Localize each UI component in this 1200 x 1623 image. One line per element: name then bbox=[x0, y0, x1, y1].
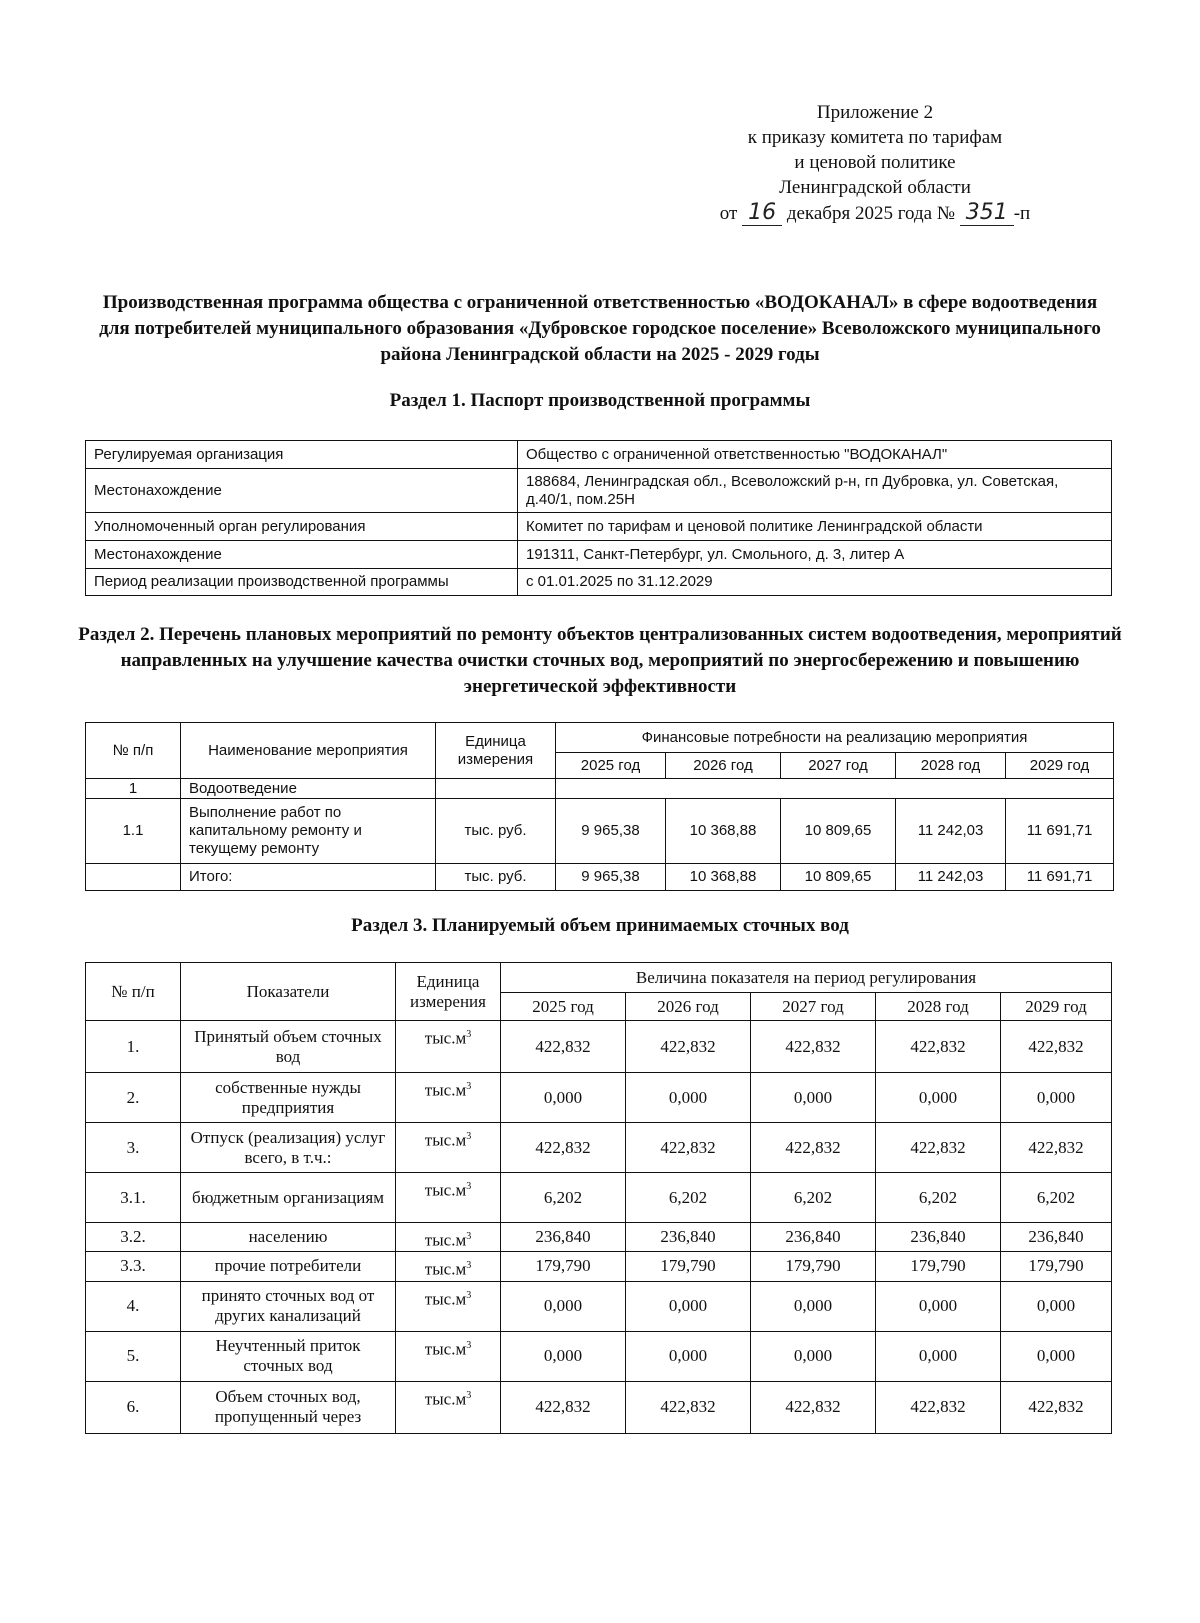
value-cell: 10 368,88 bbox=[666, 799, 781, 864]
value-cell: 422,832 bbox=[876, 1021, 1001, 1073]
value-cell: 422,832 bbox=[626, 1021, 751, 1073]
value-cell: 6,202 bbox=[1001, 1173, 1112, 1223]
value-cell: 0,000 bbox=[501, 1331, 626, 1381]
header-line: Ленинградской области bbox=[779, 177, 971, 198]
row-unit bbox=[396, 1281, 501, 1331]
table-row bbox=[86, 1123, 1112, 1173]
year-header: 2029 год bbox=[1006, 753, 1114, 779]
row-num: 3.3. bbox=[86, 1251, 181, 1281]
table-row bbox=[86, 779, 1114, 799]
row-name: Отпуск (реализация) услуг всего, в т.ч.: bbox=[181, 1123, 396, 1173]
unit-superscript: 3 bbox=[466, 1081, 472, 1092]
value-cell: 0,000 bbox=[876, 1281, 1001, 1331]
unit-text: тыс.м bbox=[424, 1180, 467, 1200]
table-row bbox=[86, 1073, 1112, 1123]
value-cell: 236,840 bbox=[501, 1223, 626, 1252]
row-unit bbox=[396, 1381, 501, 1433]
year-header: 2029 год bbox=[1001, 993, 1112, 1021]
row-unit: тыс. руб. bbox=[436, 799, 556, 864]
row-label: Уполномоченный орган регулирования bbox=[86, 513, 518, 541]
unit-superscript: 3 bbox=[466, 1181, 472, 1192]
value-cell: 422,832 bbox=[751, 1381, 876, 1433]
row-label: Местонахождение bbox=[86, 469, 518, 513]
prefix: от bbox=[719, 203, 738, 224]
document-title: Производственная программа общества с ограниченной ответственностью «ВОДОКАНАЛ» в сфере водоотведения для потребителей муниципального образования «Дубровское городское поселение» Всеволожского муниципального района Ленинградской области на 2025 - 2029 годы bbox=[99, 292, 1101, 365]
value-cell: 0,000 bbox=[501, 1073, 626, 1123]
passport-row bbox=[86, 513, 1112, 541]
row-name: Объем сточных вод, пропущенный через bbox=[181, 1381, 396, 1433]
value-cell: 422,832 bbox=[876, 1381, 1001, 1433]
section2-heading: Раздел 2. Перечень плановых мероприятий по ремонту объектов централизованных систем водоотведения, мероприятий направленных на улучшение качества очистки сточных вод, мероприятий по энергосбережению и повышению энергетической эффективности bbox=[78, 624, 1122, 697]
unit-superscript: 3 bbox=[466, 1231, 472, 1242]
row-unit bbox=[396, 1173, 501, 1223]
value-cell: 179,790 bbox=[751, 1251, 876, 1281]
value-cell: 11 242,03 bbox=[896, 799, 1006, 864]
table-row bbox=[86, 1331, 1112, 1381]
row-name: принято сточных вод от других канализаций bbox=[181, 1281, 396, 1331]
row-unit: тыс. руб. bbox=[436, 864, 556, 891]
table-row bbox=[86, 1173, 1112, 1223]
row-name: Водоотведение bbox=[181, 779, 436, 799]
col-unit-header: Единица измерения bbox=[396, 963, 501, 1021]
table-row bbox=[86, 1251, 1112, 1281]
row-label: Местонахождение bbox=[86, 541, 518, 569]
unit-superscript: 3 bbox=[466, 1131, 472, 1142]
value-cell: 422,832 bbox=[501, 1381, 626, 1433]
row-name: собственные нужды предприятия bbox=[181, 1073, 396, 1123]
row-value: с 01.01.2025 по 31.12.2029 bbox=[518, 569, 1112, 596]
unit-text: тыс.м bbox=[424, 1130, 467, 1150]
row-name: бюджетным организациям bbox=[181, 1173, 396, 1223]
unit-text: тыс.м bbox=[424, 1028, 467, 1048]
row-num: 3.2. bbox=[86, 1223, 181, 1252]
date-text: декабря 2025 года № bbox=[786, 203, 955, 224]
col-fin-header: Финансовые потребности на реализацию мероприятия bbox=[556, 723, 1114, 753]
value-cell: 236,840 bbox=[1001, 1223, 1112, 1252]
appendix-header bbox=[640, 100, 1110, 226]
row-num: 3. bbox=[86, 1123, 181, 1173]
passport-row bbox=[86, 441, 1112, 469]
unit-text: тыс.м bbox=[424, 1230, 467, 1250]
row-num: 4. bbox=[86, 1281, 181, 1331]
row-label: Регулируемая организация bbox=[86, 441, 518, 469]
row-unit bbox=[396, 1223, 501, 1252]
value-cell: 9 965,38 bbox=[556, 864, 666, 891]
value-cell: 11 691,71 bbox=[1006, 799, 1114, 864]
header-line: Приложение 2 bbox=[816, 102, 934, 123]
value-cell: 0,000 bbox=[751, 1073, 876, 1123]
row-name: Итого: bbox=[181, 864, 436, 891]
row-value: 191311, Санкт-Петербург, ул. Смольного, д. 3, литер А bbox=[518, 541, 1112, 569]
row-unit bbox=[396, 1021, 501, 1073]
row-unit bbox=[396, 1123, 501, 1173]
row-unit bbox=[396, 1251, 501, 1281]
value-cell: 422,832 bbox=[876, 1123, 1001, 1173]
row-num bbox=[86, 864, 181, 891]
col-unit-header: Единица измерения bbox=[436, 723, 556, 779]
handwritten-day: 16 bbox=[742, 200, 782, 226]
value-cell: 236,840 bbox=[876, 1223, 1001, 1252]
year-header: 2028 год bbox=[876, 993, 1001, 1021]
value-cell: 0,000 bbox=[751, 1331, 876, 1381]
value-cell: 422,832 bbox=[501, 1021, 626, 1073]
volume-table bbox=[85, 962, 1112, 1434]
value-cell: 179,790 bbox=[1001, 1251, 1112, 1281]
table-row bbox=[86, 1223, 1112, 1252]
section3-heading: Раздел 3. Планируемый объем принимаемых сточных вод bbox=[351, 915, 849, 936]
value-cell: 0,000 bbox=[1001, 1073, 1112, 1123]
value-cell: 422,832 bbox=[501, 1123, 626, 1173]
value-cell: 179,790 bbox=[626, 1251, 751, 1281]
value-cell: 236,840 bbox=[626, 1223, 751, 1252]
table-row bbox=[86, 864, 1114, 891]
year-header: 2027 год bbox=[751, 993, 876, 1021]
value-cell: 11 691,71 bbox=[1006, 864, 1114, 891]
value-cell: 422,832 bbox=[626, 1123, 751, 1173]
row-name: Неучтенный приток сточных вод bbox=[181, 1331, 396, 1381]
suffix: -п bbox=[1013, 203, 1031, 224]
table-row bbox=[86, 1381, 1112, 1433]
row-unit bbox=[396, 1073, 501, 1123]
value-cell: 0,000 bbox=[876, 1073, 1001, 1123]
value-cell: 0,000 bbox=[1001, 1331, 1112, 1381]
unit-superscript: 3 bbox=[466, 1259, 472, 1271]
row-value: 188684, Ленинградская обл., Всеволожский р-н, гп Дубровка, ул. Советская, д.40/1, пом.25Н bbox=[518, 469, 1112, 513]
value-cell: 11 242,03 bbox=[896, 864, 1006, 891]
row-num: 3.1. bbox=[86, 1173, 181, 1223]
activities-table bbox=[85, 722, 1114, 891]
value-cell: 422,832 bbox=[1001, 1123, 1112, 1173]
header-line: к приказу комитета по тарифам bbox=[747, 127, 1003, 148]
unit-text: тыс.м bbox=[424, 1389, 467, 1409]
empty-values bbox=[556, 779, 1114, 799]
passport-row bbox=[86, 569, 1112, 596]
value-cell: 0,000 bbox=[626, 1073, 751, 1123]
year-header: 2026 год bbox=[626, 993, 751, 1021]
value-cell: 0,000 bbox=[876, 1331, 1001, 1381]
value-cell: 422,832 bbox=[1001, 1021, 1112, 1073]
year-header: 2027 год bbox=[781, 753, 896, 779]
header-line: и ценовой политике bbox=[794, 152, 956, 173]
col-name-header: Показатели bbox=[181, 963, 396, 1021]
row-unit bbox=[396, 1331, 501, 1381]
value-cell: 422,832 bbox=[1001, 1381, 1112, 1433]
value-cell: 10 368,88 bbox=[666, 864, 781, 891]
row-value: Общество с ограниченной ответственностью "ВОДОКАНАЛ" bbox=[518, 441, 1112, 469]
passport-row bbox=[86, 469, 1112, 513]
value-cell: 6,202 bbox=[876, 1173, 1001, 1223]
table-row bbox=[86, 1281, 1112, 1331]
unit-text: тыс.м bbox=[424, 1259, 467, 1279]
value-cell: 0,000 bbox=[626, 1281, 751, 1331]
row-num: 1 bbox=[86, 779, 181, 799]
value-cell: 0,000 bbox=[751, 1281, 876, 1331]
year-header: 2025 год bbox=[556, 753, 666, 779]
unit-text: тыс.м bbox=[424, 1289, 467, 1309]
value-cell: 236,840 bbox=[751, 1223, 876, 1252]
row-num: 6. bbox=[86, 1381, 181, 1433]
value-cell: 0,000 bbox=[501, 1281, 626, 1331]
row-value: Комитет по тарифам и ценовой политике Ленинградской области bbox=[518, 513, 1112, 541]
value-cell: 422,832 bbox=[751, 1123, 876, 1173]
year-header: 2025 год bbox=[501, 993, 626, 1021]
unit-superscript: 3 bbox=[466, 1339, 472, 1351]
table-row bbox=[86, 1021, 1112, 1073]
col-num-header: № п/п bbox=[86, 723, 181, 779]
row-label: Период реализации производственной программы bbox=[86, 569, 518, 596]
value-cell: 6,202 bbox=[501, 1173, 626, 1223]
col-name-header: Наименование мероприятия bbox=[181, 723, 436, 779]
row-name: прочие потребители bbox=[181, 1251, 396, 1281]
passport-table bbox=[85, 440, 1112, 596]
value-cell: 10 809,65 bbox=[781, 799, 896, 864]
row-num: 1.1 bbox=[86, 799, 181, 864]
year-header: 2028 год bbox=[896, 753, 1006, 779]
unit-text: тыс.м bbox=[424, 1080, 467, 1100]
value-cell: 6,202 bbox=[626, 1173, 751, 1223]
row-num: 1. bbox=[86, 1021, 181, 1073]
value-cell: 9 965,38 bbox=[556, 799, 666, 864]
col-val-header: Величина показателя на период регулирования bbox=[501, 963, 1112, 993]
value-cell: 422,832 bbox=[626, 1381, 751, 1433]
row-num: 2. bbox=[86, 1073, 181, 1123]
value-cell: 6,202 bbox=[751, 1173, 876, 1223]
value-cell: 0,000 bbox=[1001, 1281, 1112, 1331]
section1-heading: Раздел 1. Паспорт производственной программы bbox=[389, 390, 811, 411]
value-cell: 0,000 bbox=[626, 1331, 751, 1381]
unit-superscript: 3 bbox=[466, 1289, 472, 1301]
row-name: населению bbox=[181, 1223, 396, 1252]
value-cell: 10 809,65 bbox=[781, 864, 896, 891]
value-cell: 179,790 bbox=[501, 1251, 626, 1281]
row-name: Выполнение работ по капитальному ремонту и текущему ремонту bbox=[181, 799, 436, 864]
row-unit bbox=[436, 779, 556, 799]
year-header: 2026 год bbox=[666, 753, 781, 779]
value-cell: 422,832 bbox=[751, 1021, 876, 1073]
unit-text: тыс.м bbox=[424, 1339, 467, 1359]
table-row bbox=[86, 799, 1114, 864]
unit-superscript: 3 bbox=[466, 1029, 472, 1040]
col-num-header: № п/п bbox=[86, 963, 181, 1021]
unit-superscript: 3 bbox=[466, 1389, 472, 1401]
passport-row bbox=[86, 541, 1112, 569]
handwritten-number: 351 bbox=[960, 200, 1014, 226]
row-name: Принятый объем сточных вод bbox=[181, 1021, 396, 1073]
value-cell: 179,790 bbox=[876, 1251, 1001, 1281]
row-num: 5. bbox=[86, 1331, 181, 1381]
order-date-line bbox=[640, 200, 1110, 226]
